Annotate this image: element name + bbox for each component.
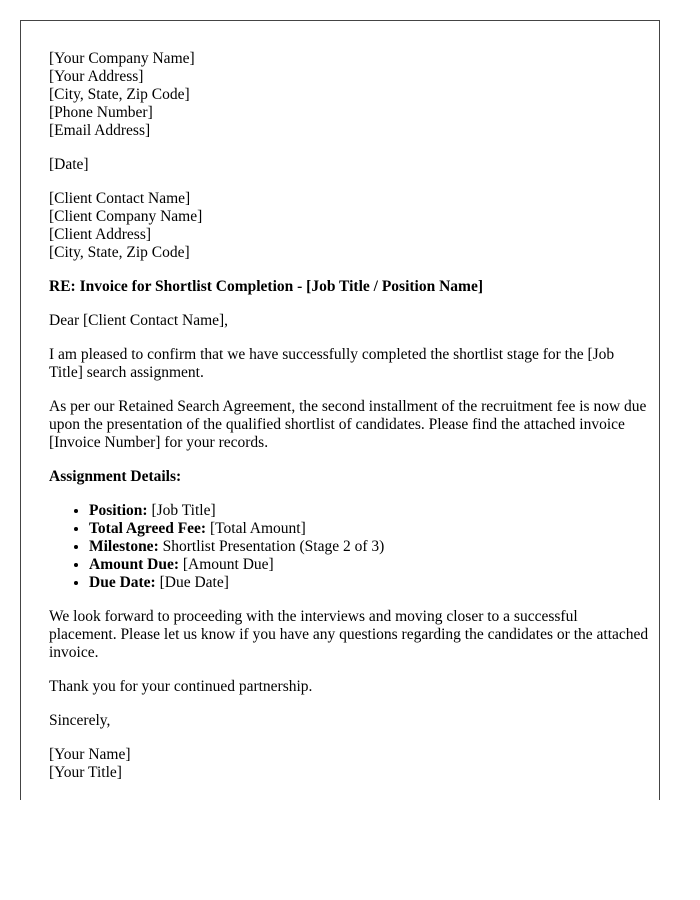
sender-email: [Email Address] <box>49 122 151 139</box>
details-list <box>49 502 649 592</box>
body-paragraph-2: As per our Retained Search Agreement, the second installment of the recruitment fee is now due upon the presentation of the qualified shortlist of candidates. Please find the attached invoice [Invoice Number] for your records. <box>49 398 647 451</box>
detail-value: [Due Date] <box>155 574 229 591</box>
body-paragraph-4: Thank you for your continued partnership. <box>49 678 313 695</box>
list-item <box>89 556 649 574</box>
body-paragraph-3: We look forward to proceeding with the interviews and moving closer to a successful placement. Please let us know if you have any questions regarding the candidates or the attached invoice. <box>49 608 649 661</box>
recipient-address-block <box>49 190 649 262</box>
recipient-address: [Client Address] <box>49 226 152 243</box>
sender-address: [Your Address] <box>49 68 144 85</box>
detail-value: [Total Amount] <box>206 520 306 537</box>
sender-phone: [Phone Number] <box>49 104 153 121</box>
details-heading: Assignment Details: <box>49 468 182 485</box>
detail-label: Amount Due: <box>89 556 179 573</box>
detail-label: Due Date: <box>89 574 156 591</box>
sender-address-block <box>49 50 649 140</box>
detail-label: Milestone: <box>89 538 159 555</box>
valediction: Sincerely, <box>49 712 111 729</box>
detail-label: Position: <box>89 502 148 519</box>
signer-title: [Your Title] <box>49 764 122 781</box>
list-item <box>89 520 649 538</box>
date-block <box>49 156 649 174</box>
recipient-contact-name: [Client Contact Name] <box>49 190 191 207</box>
sender-city-state-zip: [City, State, Zip Code] <box>49 86 190 103</box>
detail-value: [Job Title] <box>147 502 216 519</box>
recipient-company-name: [Client Company Name] <box>49 208 203 225</box>
detail-label: Total Agreed Fee: <box>89 520 207 537</box>
sender-company: [Your Company Name] <box>49 50 195 67</box>
list-item <box>89 502 649 520</box>
list-item <box>89 538 649 556</box>
signature-block <box>49 746 649 782</box>
letter-date: [Date] <box>49 156 89 173</box>
detail-value: Shortlist Presentation (Stage 2 of 3) <box>158 538 385 555</box>
letter-content <box>49 50 649 798</box>
subject-line: RE: Invoice for Shortlist Completion - [Job Title / Position Name] <box>49 278 483 295</box>
recipient-city-state-zip: [City, State, Zip Code] <box>49 244 190 261</box>
signer-name: [Your Name] <box>49 746 131 763</box>
salutation: Dear [Client Contact Name], <box>49 312 229 329</box>
detail-value: [Amount Due] <box>179 556 274 573</box>
letter-page <box>20 20 660 800</box>
list-item <box>89 574 649 592</box>
body-paragraph-1: I am pleased to confirm that we have successfully completed the shortlist stage for the [Job Title] search assignment. <box>49 346 615 381</box>
